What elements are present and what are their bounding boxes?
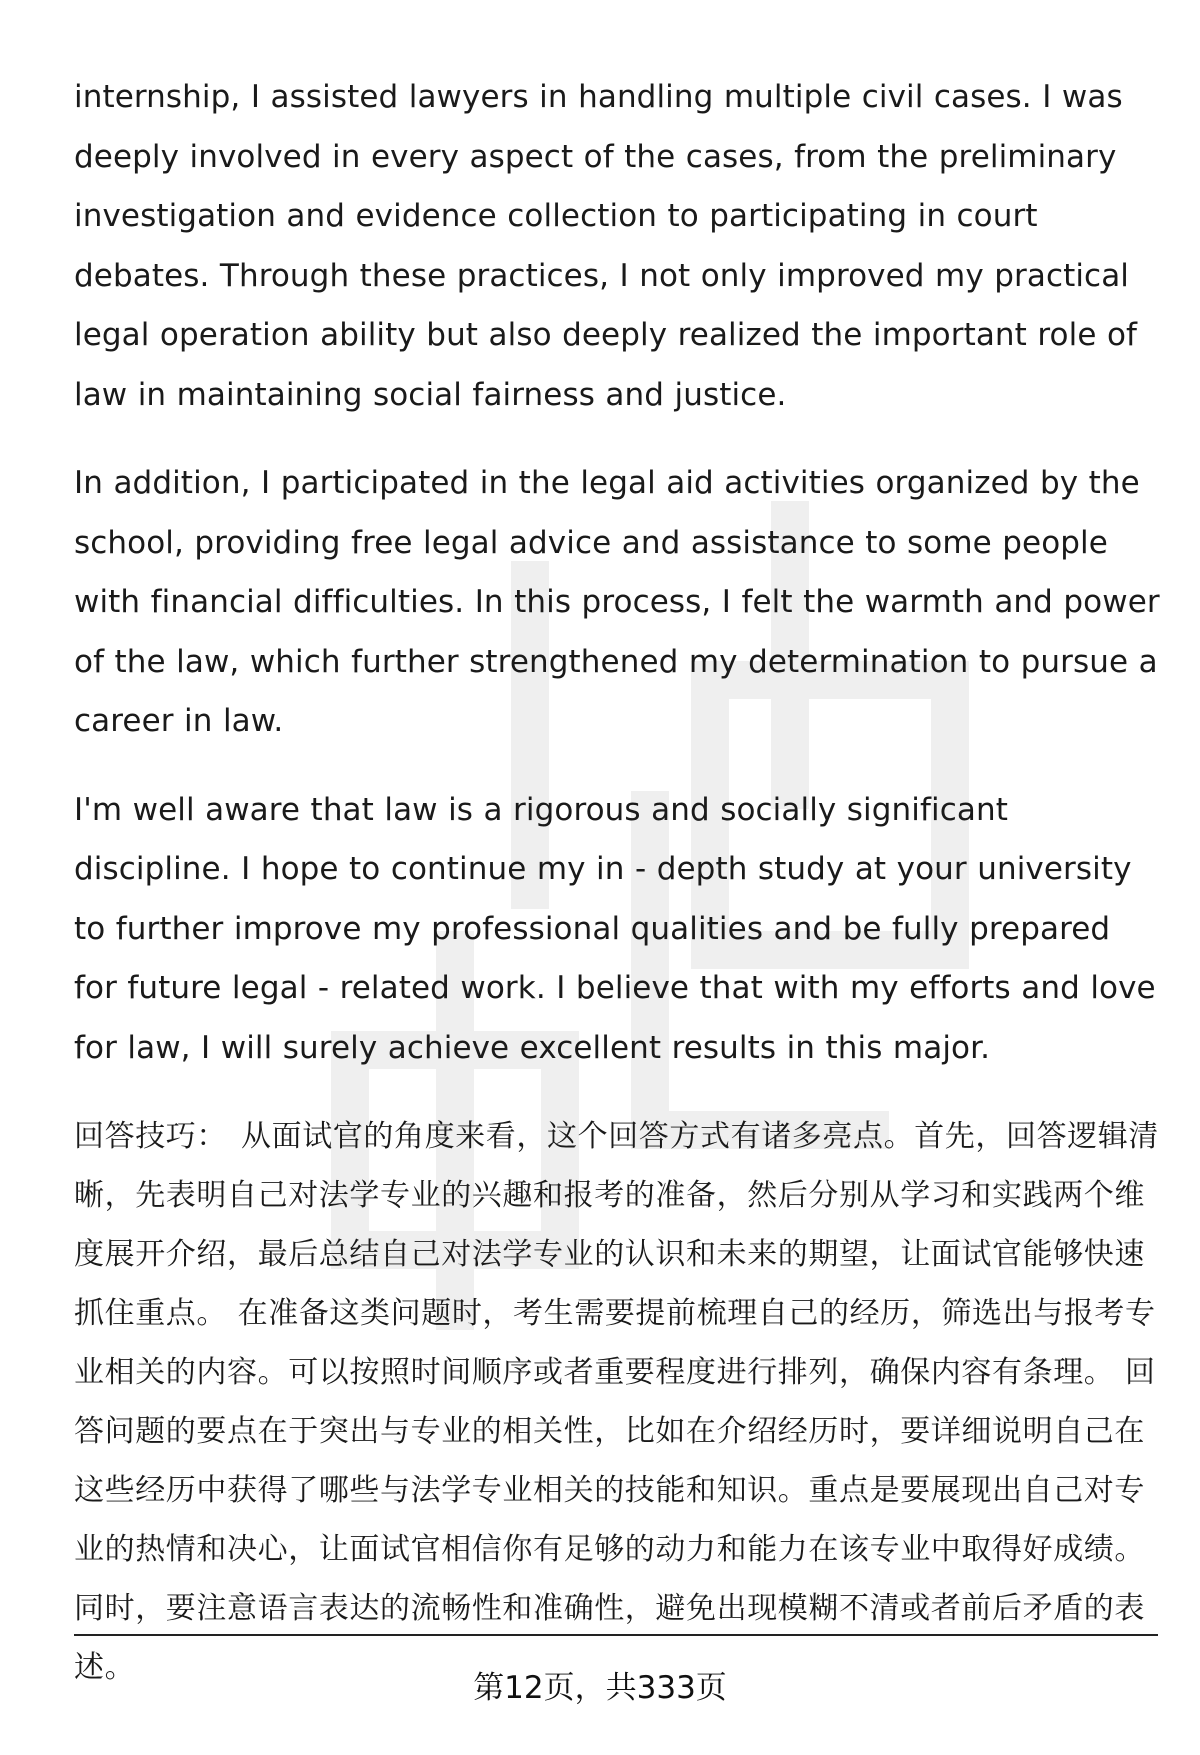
document-body	[74, 68, 1160, 1726]
answer-tips-text: 从面试官的角度来看，这个回答方式有诸多亮点。首先，回答逻辑清晰，先表明自己对法学专业的兴趣和报考的准备，然后分别从学习和实践两个维度展开介绍，最后总结自己对法学专业的认识和未来的期望，让面试官能够快速抓住重点。 在准备这类问题时，考生需要提前梳理自己的经历，筛选出与报考专业相关的内容。可以按照时间顺序或者重要程度进行排列，确保内容有条理。 回答问题的要点在于突出与专业的相关性，比如在介绍经历时，要详细说明自己在这些经历中获得了哪些与法学专业相关的技能和知识。重点是要展现出自己对专业的热情和决心，让面试官相信你有足够的动力和能力在该专业中取得好成绩。同时，要注意语言表达的流畅性和准确性，避免出现模糊不清或者前后矛盾的表述。	[74, 1119, 1159, 1685]
body-paragraph-1: internship, I assisted lawyers in handling multiple civil cases. I was deeply involved in every aspect of the cases, from the preliminary investigation and evidence collection to participating in court debates. Through these practices, I not only improved my practical legal operation ability but also deeply realized the important role of law in maintaining social fairness and justice.	[74, 79, 1138, 413]
footer-divider	[74, 1634, 1158, 1636]
body-paragraph-3: I'm well aware that law is a rigorous and socially significant discipline. I hope to continue my in - depth study at your university to further improve my professional qualities and be fully prepared for future legal - related work. I believe that with my efforts and love for law, I will surely achieve excellent results in this major.	[74, 791, 1156, 1066]
body-paragraph-2: In addition, I participated in the legal aid activities organized by the school, providing free legal advice and assistance to some people with financial difficulties. In this process, I felt the warmth and power of the law, which further strengthened my determination to pursue a career in law.	[74, 465, 1160, 739]
answer-tips-paragraph	[74, 1107, 1160, 1697]
answer-tips-label: 回答技巧：	[74, 1119, 227, 1154]
page-number: 第12页，共333页	[473, 1670, 727, 1706]
